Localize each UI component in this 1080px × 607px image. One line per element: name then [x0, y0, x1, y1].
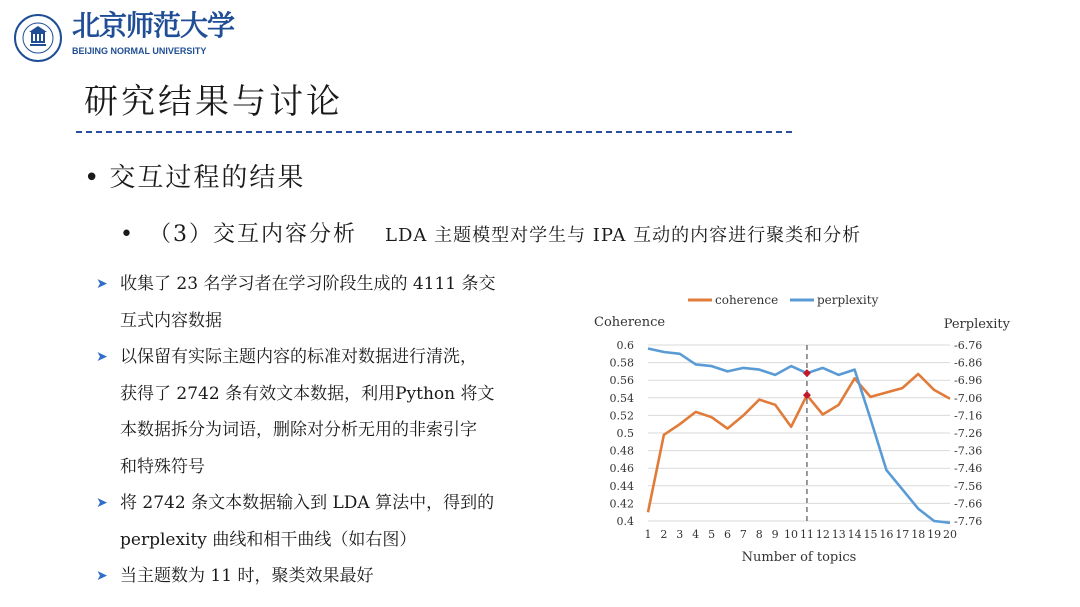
bullet-level2-description: LDA 主题模型对学生与 IPA 互动的内容进行聚类和分析: [384, 225, 862, 246]
finding-line: 以保留有实际主题内容的标准对数据进行清洗，: [120, 347, 477, 367]
y-left-tick-label: 0.56: [609, 374, 634, 388]
x-tick-label: 19: [927, 528, 942, 541]
y-right-tick-label: -7.76: [954, 515, 983, 528]
y-left-axis-title: Coherence: [594, 315, 666, 330]
y-left-tick-label: 0.44: [609, 479, 634, 493]
x-tick-label: 1: [644, 528, 652, 541]
y-right-tick-label: -7.06: [954, 391, 983, 405]
x-tick-label: 17: [895, 528, 910, 541]
x-axis-title: Number of topics: [741, 550, 857, 565]
finding-line: 当主题数为 11 时，聚类效果最好: [120, 566, 374, 586]
arrow-bullet-icon: ➤: [96, 276, 108, 292]
y-left-tick-label: 0.6: [616, 339, 634, 352]
y-left-tick-label: 0.4: [616, 515, 634, 528]
findings-list: [96, 266, 556, 595]
x-tick-label: 4: [692, 528, 700, 541]
perplexity-legend-label: perplexity: [817, 293, 879, 307]
perplexity-series-line: [648, 349, 950, 523]
x-tick-label: 8: [755, 528, 763, 541]
bullet-level2: [120, 217, 861, 248]
y-right-tick-label: -7.16: [954, 409, 983, 423]
x-tick-label: 3: [676, 528, 684, 541]
y-left-tick-label: 0.5: [616, 427, 634, 440]
y-left-tick-label: 0.52: [609, 409, 634, 423]
y-left-tick-label: 0.42: [609, 497, 634, 511]
x-tick-label: 18: [911, 528, 926, 541]
y-right-tick-label: -7.66: [954, 497, 983, 511]
arrow-bullet-icon: ➤: [96, 495, 108, 511]
finding-line: 互式内容数据: [120, 310, 222, 331]
finding-line: 获得了 2742 条有效文本数据，利用Python 将文: [120, 383, 495, 404]
finding-line: 将 2742 条文本数据输入到 LDA 算法中，得到的: [120, 493, 495, 513]
y-left-tick-label: 0.48: [609, 444, 634, 458]
title-divider: [76, 131, 792, 133]
x-tick-label: 14: [847, 528, 862, 541]
x-tick-label: 11: [799, 528, 814, 541]
bullet-dot-icon: •: [84, 163, 102, 193]
university-logo-english: BEIJING NORMAL UNIVERSITY: [72, 46, 207, 56]
finding-item: [96, 339, 556, 485]
x-tick-label: 12: [815, 528, 830, 541]
finding-line: 本数据拆分为词语，删除对分析无用的非索引字: [120, 420, 477, 440]
x-tick-label: 5: [708, 528, 716, 541]
coherence-perplexity-chart: [588, 282, 1018, 572]
finding-item: [96, 266, 556, 339]
finding-line: perplexity 曲线和相干曲线（如右图）: [120, 529, 417, 550]
x-tick-label: 20: [943, 528, 957, 541]
x-tick-label: 10: [784, 528, 799, 541]
y-left-tick-label: 0.58: [609, 356, 634, 370]
x-tick-label: 2: [660, 528, 668, 541]
university-logo-chinese: 北京师范大学: [72, 9, 235, 42]
x-tick-label: 15: [863, 528, 878, 541]
y-right-tick-label: -7.26: [954, 427, 983, 440]
x-tick-label: 7: [739, 528, 747, 541]
y-right-tick-label: -7.56: [954, 479, 983, 493]
y-right-tick-label: -6.76: [954, 339, 983, 352]
x-tick-label: 9: [771, 528, 779, 541]
university-seal-icon: [14, 14, 62, 62]
x-tick-label: 16: [879, 528, 894, 541]
y-left-tick-label: 0.54: [609, 391, 634, 405]
slide-title: 研究结果与讨论: [84, 82, 343, 122]
y-right-tick-label: -7.46: [954, 462, 983, 476]
arrow-bullet-icon: ➤: [96, 349, 108, 365]
bullet-dot-icon: •: [120, 222, 133, 247]
y-right-tick-label: -7.36: [954, 444, 983, 458]
finding-line: 收集了 23 名学习者在学习阶段生成的 4111 条交: [120, 274, 496, 294]
x-tick-label: 13: [831, 528, 846, 541]
y-right-tick-label: -6.96: [954, 374, 983, 388]
finding-item: [96, 558, 556, 595]
coherence-legend-label: coherence: [715, 293, 779, 307]
y-left-tick-label: 0.46: [609, 462, 634, 476]
x-tick-label: 6: [723, 528, 731, 541]
bullet-level1-text: 交互过程的结果: [109, 163, 306, 193]
finding-line: 和特殊符号: [120, 456, 205, 477]
arrow-bullet-icon: ➤: [96, 568, 108, 584]
perplexity-highlight-marker: [803, 369, 811, 377]
finding-item: [96, 485, 556, 558]
bullet-level2-heading: （3）交互内容分析: [148, 222, 357, 247]
y-right-tick-label: -6.86: [954, 356, 983, 370]
bullet-level1: [84, 157, 305, 194]
y-right-axis-title: Perplexity: [943, 317, 1010, 332]
